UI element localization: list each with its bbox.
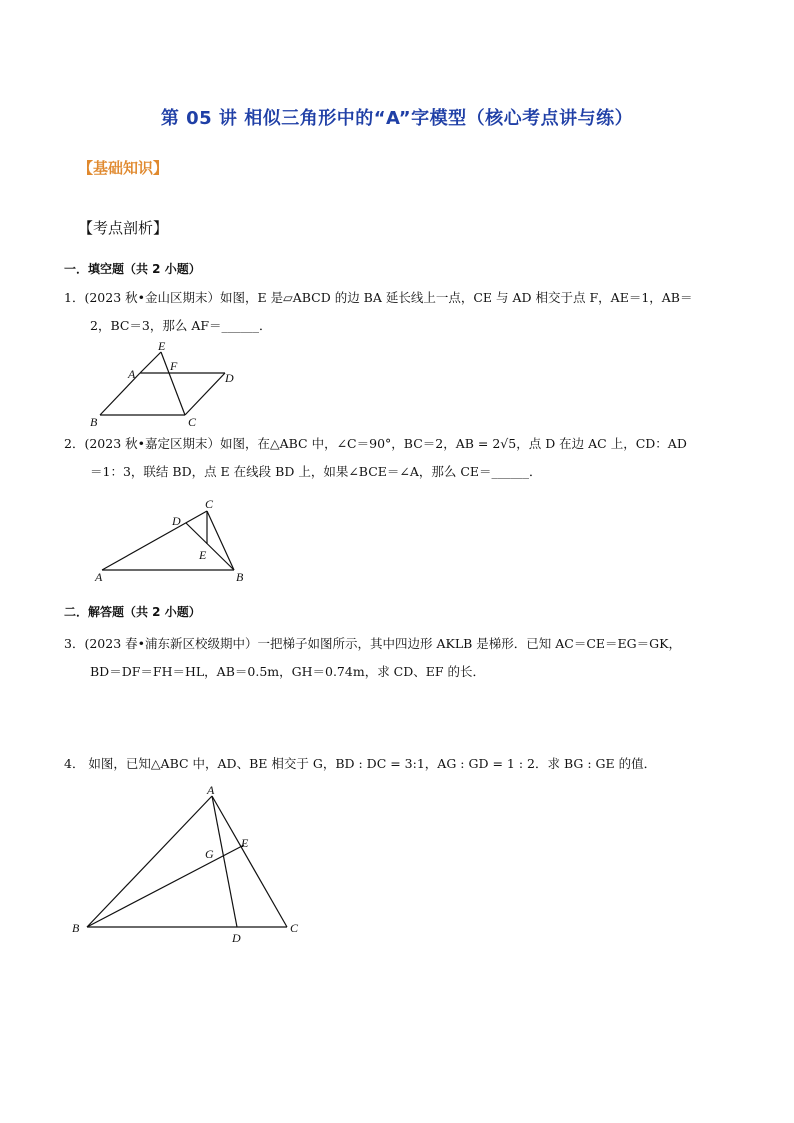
label-f: F <box>170 359 178 373</box>
edge-ad <box>212 796 237 927</box>
label-a: A <box>95 570 103 584</box>
label-a: A <box>128 367 136 381</box>
edge-ae <box>140 352 161 373</box>
question-2-line2: ＝1：3，联结 BD，点 E 在线段 BD 上，如果∠BCE＝∠A，那么 CE＝______． <box>90 464 542 479</box>
label-c: C <box>290 921 299 935</box>
question-2 <box>64 430 744 486</box>
question-3-line2: BD＝DF＝FH＝HL，AB＝0.5m，GH＝0.74m，求 CD、EF 的长． <box>90 664 486 679</box>
question-4-figure <box>66 784 316 944</box>
part-solution-heading: 二．解答题（共 2 小题） <box>64 605 201 619</box>
section-basic-knowledge: 【基础知识】 <box>78 159 169 177</box>
question-1-line2: 2，BC＝3，那么 AF＝______． <box>90 318 272 333</box>
question-1-line1: 1．(2023 秋•金山区期末）如图，E 是▱ABCD 的边 BA 延长线上一点，CE 与 AD 相交于点 F，AE＝1，AB＝ <box>64 290 693 305</box>
label-c: C <box>188 415 197 429</box>
edge-ac <box>212 796 287 927</box>
label-d: D <box>232 931 241 944</box>
label-d: D <box>225 371 234 385</box>
label-e: E <box>241 836 249 850</box>
label-e: E <box>199 548 207 562</box>
question-4-line1: 4． 如图，已知△ABC 中，AD、BE 相交于 G，BD : DC = 3:1，AG : GD = 1 : 2．求 BG : GE 的值． <box>64 756 657 771</box>
question-2-figure <box>88 496 258 588</box>
part-fill-blank-heading: 一．填空题（共 2 小题） <box>64 262 201 276</box>
edge-cd <box>185 373 225 415</box>
edge-be <box>87 845 244 927</box>
label-a: A <box>207 784 215 797</box>
label-b: B <box>90 415 98 429</box>
question-3-line1: 3．(2023 春•浦东新区校级期中）一把梯子如图所示，其中四边形 AKLB 是梯形．已知 AC＝CE＝EG＝GK， <box>64 636 681 651</box>
question-4 <box>64 750 744 778</box>
question-1 <box>64 284 744 340</box>
label-d: D <box>172 514 181 528</box>
label-b: B <box>236 570 244 584</box>
section-analysis: 【考点剖析】 <box>78 219 169 237</box>
page-title: 第 05 讲 相似三角形中的“A”字模型（核心考点讲与练） <box>160 108 634 129</box>
label-e: E <box>158 340 166 353</box>
label-g: G <box>205 847 214 861</box>
question-3 <box>64 630 744 686</box>
question-2-line1: 2．(2023 秋•嘉定区期末）如图，在△ABC 中，∠C＝90°，BC＝2，AB = 2√5，点 D 在边 AC 上，CD：AD <box>64 436 687 451</box>
label-b: B <box>72 921 80 935</box>
question-1-figure <box>80 340 260 432</box>
label-c: C <box>205 497 214 511</box>
edge-ac <box>102 511 207 570</box>
edge-cb <box>207 511 234 570</box>
edge-ba <box>87 796 212 927</box>
edge-db <box>186 523 234 570</box>
